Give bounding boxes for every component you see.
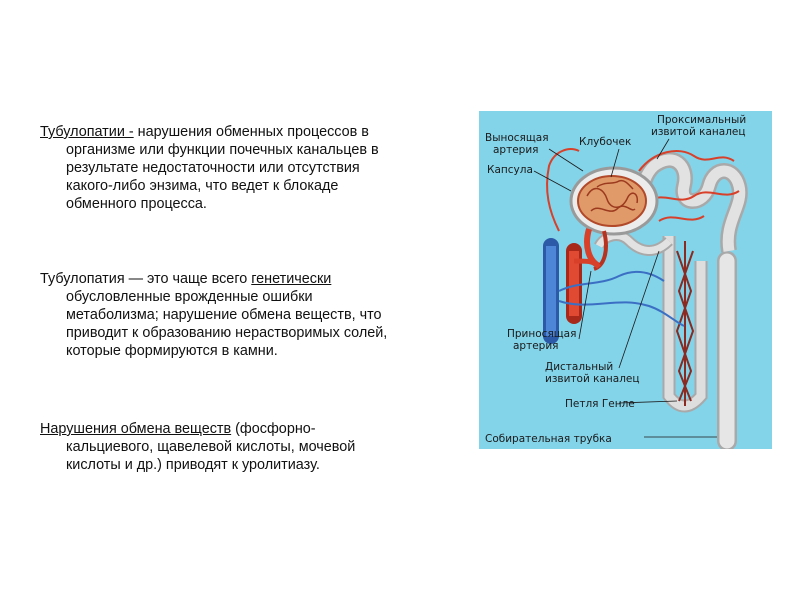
label-proximal-tubule: Проксимальный [657, 114, 747, 126]
tubulopathy-definition [40, 123, 480, 213]
label-efferent-artery-2: артерия [493, 144, 539, 156]
label-afferent-artery: Приносящая [507, 328, 577, 340]
label-collecting-duct: Собирательная трубка [485, 433, 612, 445]
line-text: (фосфорно- [231, 421, 316, 437]
label-distal-tubule: Дистальный [545, 361, 614, 373]
label-henle-loop: Петля Генле [565, 398, 635, 410]
term-tubulopathies: Тубулопатии - [40, 124, 134, 140]
link-genetic[interactable]: генетически [251, 271, 332, 287]
metabolism-disorder-paragraph [40, 420, 480, 474]
label-capsule: Капсула [487, 164, 533, 176]
label-proximal-tubule-2: извитой каналец [651, 126, 746, 138]
paragraph-line-1 [40, 420, 480, 438]
line-text: организме или функции почечных канальцев в [66, 142, 379, 158]
label-distal-tubule-2: извитой каналец [545, 373, 640, 385]
line-text: обусловленные врожденные ошибки [66, 289, 313, 305]
line-text: кальциевого, щавелевой кислоты, мочевой [66, 439, 356, 455]
link-metabolism-disorders[interactable]: Нарушения обмена веществ [40, 421, 232, 437]
line-text: какого-либо энзима, что ведет к блокаде [66, 178, 339, 194]
tubulopathy-genetic-paragraph [40, 270, 480, 360]
nephron-diagram [479, 111, 772, 449]
label-efferent-artery: Выносящая [485, 132, 549, 144]
line-text: Тубулопатия — это чаще всего [40, 271, 252, 287]
line-text: обменного процесса. [66, 196, 207, 212]
nephron-illustration [479, 111, 772, 449]
line-text: результате недостаточности или отсутствия [66, 160, 360, 176]
line-text: нарушения обменных процессов в [133, 124, 369, 140]
line-text: метаболизма; нарушение обмена веществ, что [66, 307, 382, 323]
line-text: приводит к образованию нерастворимых солей, [66, 325, 388, 341]
label-glomerulus: Клубочек [579, 136, 632, 148]
definition-line-1 [40, 123, 480, 141]
paragraph-line-1 [40, 270, 480, 288]
line-text: кислоты и др.) приводят к уролитиазу. [66, 457, 320, 473]
line-text: которые формируются в камни. [66, 343, 278, 359]
label-afferent-artery-2: артерия [513, 340, 559, 352]
